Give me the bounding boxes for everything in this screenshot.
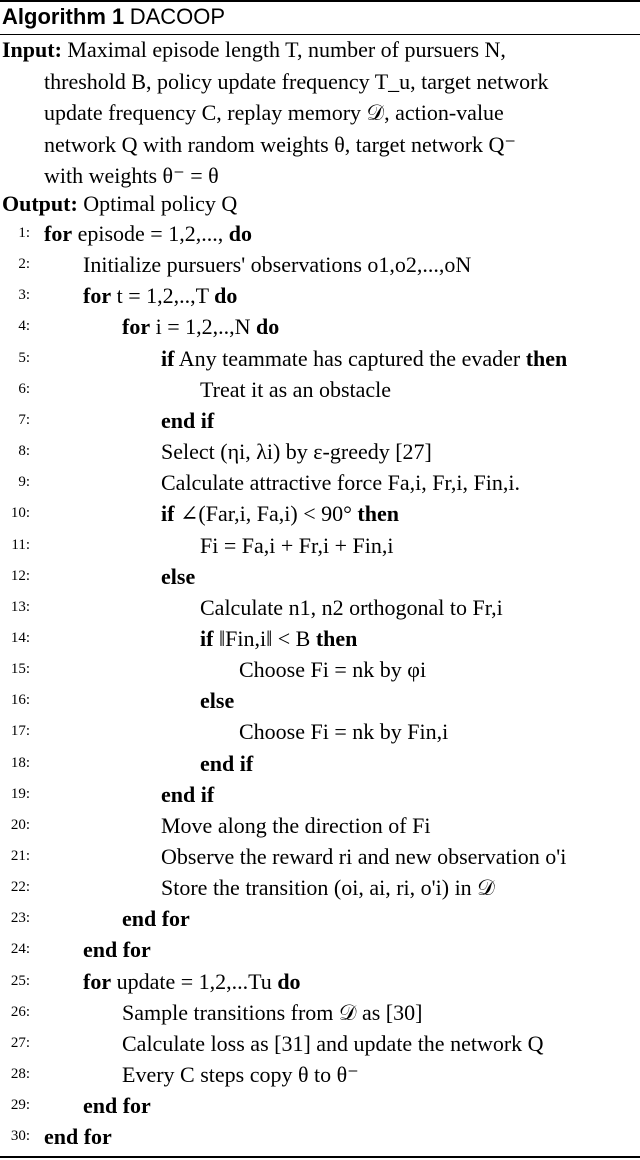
step-text: end for (122, 906, 190, 932)
input-line: update frequency C, replay memory 𝒟, action-value (44, 100, 504, 125)
step-text: if ∠(Far,i, Fa,i) < 90° then (161, 501, 399, 527)
step-number: 20: (10, 816, 30, 833)
step-text: for i = 1,2,..,N do (122, 314, 280, 340)
step-text: Choose Fi = nk by Fin,i (239, 719, 449, 745)
input-line: threshold B, policy update frequency T_u, target network (44, 68, 549, 94)
step-line (0, 934, 640, 965)
step-text: Calculate loss as [31] and update the network Q (122, 1030, 544, 1056)
input-line: with weights θ⁻ = θ (44, 163, 219, 188)
step-number: 9: (18, 474, 30, 491)
step-text: Treat it as an obstacle (200, 376, 392, 402)
step-number: 1: (18, 225, 30, 241)
step-line (0, 903, 640, 934)
step-text: Initialize pursuers' observations o1,o2,...,oN (83, 252, 472, 278)
step-text: end if (161, 407, 215, 433)
step-line (0, 685, 640, 716)
step-number: 10: (10, 505, 30, 522)
step-number: 8: (18, 443, 30, 460)
step-line (0, 436, 640, 467)
step-text: end if (200, 750, 254, 776)
step-number: 11: (11, 536, 30, 553)
algorithm-name: DACOOP (129, 4, 226, 29)
step-line (0, 1028, 640, 1059)
step-number: 15: (10, 661, 30, 678)
step-line (0, 374, 640, 405)
algorithm-label: Algorithm 1 (2, 4, 125, 29)
step-number: 17: (10, 723, 30, 740)
step-line (0, 280, 640, 311)
step-line (0, 748, 640, 779)
step-text: else (200, 688, 235, 714)
step-line (0, 1121, 640, 1152)
output-label: Output: (2, 191, 78, 216)
step-text: Every C steps copy θ to θ⁻ (122, 1062, 359, 1088)
step-line (0, 966, 640, 997)
step-text: for episode = 1,2,..., do (44, 221, 252, 246)
step-line (0, 872, 640, 903)
step-number: 14: (10, 629, 30, 646)
step-text: Calculate n1, n2 orthogonal to Fr,i (200, 594, 503, 620)
step-number: 23: (10, 910, 30, 927)
step-line (0, 343, 640, 374)
step-text: Store the transition (oi, ai, ri, o'i) in 𝒟 (161, 875, 495, 901)
step-text: end for (83, 937, 151, 963)
step-text: end for (44, 1124, 112, 1150)
step-number: 27: (10, 1034, 30, 1051)
step-line (0, 218, 640, 249)
step-line (0, 498, 640, 529)
step-line (0, 841, 640, 872)
step-line (0, 1090, 640, 1121)
algorithm-title (2, 1, 225, 33)
step-number: 4: (18, 318, 30, 335)
step-line (0, 405, 640, 436)
step-text: Calculate attractive force Fa,i, Fr,i, Fin,i. (161, 470, 520, 496)
step-text: if ‖Fin,i‖ < B then (200, 625, 358, 651)
step-number: 13: (10, 598, 30, 615)
step-text: for update = 1,2,...Tu do (83, 968, 301, 994)
step-line (0, 249, 640, 280)
step-number: 12: (10, 567, 30, 584)
step-text: end for (83, 1093, 151, 1119)
step-number: 28: (10, 1066, 30, 1083)
step-line (0, 467, 640, 498)
step-line (0, 592, 640, 623)
step-number: 16: (10, 692, 30, 709)
input-label: Input: (2, 37, 62, 62)
step-number: 29: (10, 1097, 30, 1114)
step-number: 25: (10, 972, 30, 989)
step-number: 22: (10, 879, 30, 896)
output-section (2, 188, 638, 220)
step-line (0, 997, 640, 1028)
step-text: Move along the direction of Fi (161, 812, 431, 838)
step-text: Select (ηi, λi) by ε-greedy [27] (161, 439, 432, 465)
input-line (2, 34, 638, 66)
step-line (0, 311, 640, 342)
step-text: Fi = Fa,i + Fr,i + Fin,i (200, 532, 394, 558)
step-number: 3: (18, 287, 30, 304)
input-line: network Q with random weights θ, target network Q⁻ (44, 131, 517, 157)
step-number: 26: (10, 1003, 30, 1020)
step-number: 2: (18, 256, 30, 273)
step-line (0, 779, 640, 810)
bottom-rule (0, 1156, 640, 1158)
step-number: 6: (18, 380, 30, 397)
output-text: Optimal policy Q (83, 191, 238, 216)
step-text: Observe the reward ri and new observation o'i (161, 844, 567, 869)
step-line (0, 623, 640, 654)
step-line (0, 561, 640, 592)
step-text: Choose Fi = nk by φi (239, 657, 427, 683)
step-number: 19: (10, 785, 30, 802)
step-number: 21: (10, 848, 30, 864)
step-number: 18: (10, 754, 30, 771)
step-text: if Any teammate has captured the evader then (161, 345, 568, 371)
step-number: 30: (10, 1128, 30, 1145)
step-line (0, 1059, 640, 1090)
step-line (0, 810, 640, 841)
input-text: Maximal episode length T, number of pursuers N, (67, 37, 506, 62)
step-line (0, 716, 640, 747)
step-text: end if (161, 781, 215, 807)
input-section (2, 34, 638, 192)
step-text: for t = 1,2,..,T do (83, 283, 238, 309)
step-line (0, 530, 640, 561)
step-text: else (161, 563, 196, 589)
step-line (0, 654, 640, 685)
step-number: 24: (10, 941, 30, 958)
step-number: 5: (18, 349, 30, 366)
step-number: 7: (18, 411, 30, 428)
step-text: Sample transitions from 𝒟 as [30] (122, 999, 423, 1025)
